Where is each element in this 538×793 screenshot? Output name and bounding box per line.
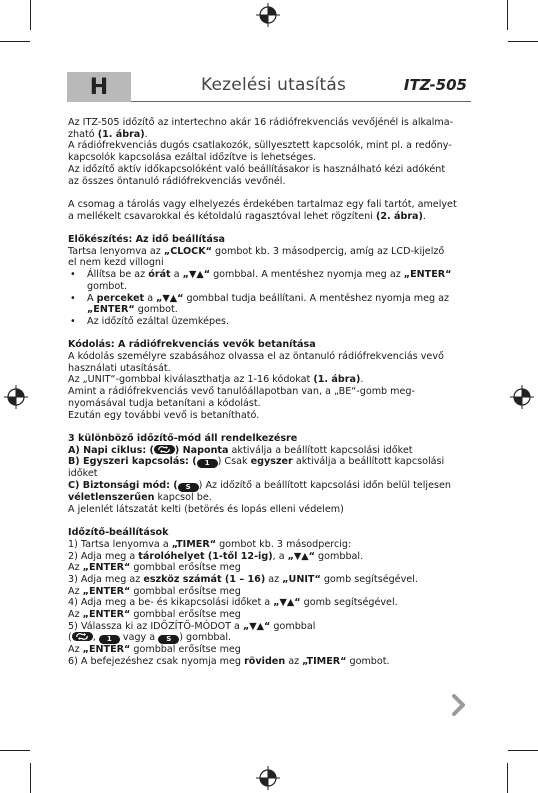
page-title: Kezelési utasítás (201, 75, 347, 95)
paragraph: a mellékelt csavarokkal és kétoldalú ragasztóval lehet rögzíteni (2. ábra). (68, 210, 426, 222)
crop-mark (508, 750, 538, 751)
paragraph: Az időzítő aktív időkapcsolóként való beállításakor is használható kézi adóként (68, 163, 446, 175)
section-heading: Előkészítés: Az idő beállítása (68, 234, 226, 245)
header-rule (131, 101, 471, 102)
security-mode-icon: S (178, 483, 199, 492)
security-mode-icon: S (158, 635, 179, 644)
crop-mark (30, 0, 31, 30)
registration-mark-icon (510, 385, 534, 409)
repeat-cycle-icon (72, 632, 93, 641)
crop-mark (507, 0, 508, 30)
paragraph: zható (1. ábra). (68, 128, 148, 140)
crop-mark (30, 763, 31, 793)
once-mode-icon: 1 (197, 459, 218, 468)
paragraph: A rádiófrekvenciás dugós csatlakozók, süllyesztett kapcsolók, mint pl. a redőny- (68, 140, 452, 152)
paragraph: kapcsolók kapcsolása ezáltal időzítve is lehetséges. (68, 152, 317, 164)
registration-mark-icon (4, 385, 28, 409)
manual-body: Az ITZ-505 időzítő az intertechno akár 16 rádiófrekvenciás vevőjénél is alkalma- zható (1. ábra). A rádiófrekvenciás dugós csatlakozók, süllyesztett kapcsolók, mint pl. a redőny- kapcsolók kapcsolása ezáltal időzítve is lehetséges. Az időzítő aktív időkapcsolóként való beállításakor is használható kézi adóként az összes öntanuló rádiófrekvenciás vevőnél. A csomag a tárolás vagy elhelyezés érdekében tartalmaz egy fali tartót, amelyet a mellékelt csavarokkal és kétoldalú ragasztóval lehet rögzíteni (2. ábra). Előkészítés: Az idő beállítása Tartsa lenyomva az „CLOCK“ gombot kb. 3 másodpercig, amíg az LCD-kijelző el nem kezd villogni • Állítsa be az órát a „▼▲“ gombbal. A mentéshez nyomja meg az „ENTER“ gombot. • A perceket a „▼▲“ gombbal tudja beállítani. A mentéshez nyomja meg az „ENTER“ gombot. • Az időzítő ezáltal üzemképes. Kódolás: A rádiófrekvenciás vevők betanítása A kódolás személyre szabásához olvassa el az öntanuló rádiófrekvenciás vevő használati utasítását. Az „UNIT“-gombbal kiválaszthatja az 1-16 kódokat (1. ábra). Amint a rádiófrekvenciás vevő tanulóállapotban van, a „BE“-gomb meg- nyomásával tudja betanítani a kódolást. Ezután egy további vevő is betanítható. 3 különböző időzítő-mód áll rendelkezésre A) Napi ciklus: ( ) Naponta aktiválja a beállított kapcsolási időket B) Egyszeri kapcsolás: ( 1 ) Csak egyszer aktiválja a beállított kapcsolási időket C) Biztonsági mód: ( S ) Az időzítő a beállított kapcsolási időn belül teljesen véletlenszerűen kapcsol be. A jelenlét látszatát kelti (betörés és lopás elleni védelem) Időzítő-beállítások 1) Tartsa lenyomva a „TIMER“ gombot kb. 3 másodpercig: 2) Adja meg a tárolóhelyet (1-től 12-ig), a „▼▲“ gombbal. Az „ENTER“ gombbal erősítse meg 3) Adja meg az eszköz számát (1 – 16) az „UNIT“ gomb segítségével. Az „ENTER“ gombbal erősítse meg 4) Adja meg a be- és kikapcsolási időket a „▼▲“ gomb segítségével. Az „ENTER“ gombbal erősítse meg 5) Válassza ki az IDŐZÍTŐ-MÓDOT a „▼▲“ gombbal ( , 1 vagy a S ) gombbal. Az „ENTER“ gombbal erősítse meg 6) A befejezéshez csak nyomja meg röviden az „TIMER“ gombot. (68, 117, 470, 668)
crop-mark (507, 763, 508, 793)
crop-mark (0, 41, 30, 42)
language-badge: H (67, 72, 131, 102)
paragraph: Az ITZ-505 időzítő az intertechno akár 16 rádiófrekvenciás vevőjénél is alkalma- (68, 117, 454, 128)
model-number: ITZ-505 (403, 76, 467, 94)
section-heading: 3 különböző időzítő-mód áll rendelkezésre (68, 432, 298, 444)
once-mode-icon: 1 (99, 635, 120, 644)
section-heading: Időzítő-beállítások (68, 527, 169, 539)
registration-mark-icon (256, 766, 280, 790)
next-page-chevron-icon (452, 694, 466, 716)
crop-mark (508, 41, 538, 42)
list-item: • Az időzítő ezáltal üzemképes. (70, 315, 230, 327)
repeat-cycle-icon (154, 445, 175, 454)
paragraph: A csomag a tárolás vagy elhelyezés érdekében tartalmaz egy fali tartót, amelyet (68, 198, 457, 210)
registration-mark-icon (256, 3, 280, 27)
page-header (67, 72, 471, 102)
paragraph: az összes öntanuló rádiófrekvenciás vevőnél. (68, 175, 286, 187)
crop-mark (0, 750, 30, 751)
section-heading: Kódolás: A rádiófrekvenciás vevők betanítása (68, 339, 316, 351)
list-item: • Állítsa be az órát a „▼▲“ gombbal. A mentéshez nyomja meg az „ENTER“ (70, 269, 452, 281)
list-item: • A perceket a „▼▲“ gombbal tudja beállítani. A mentéshez nyomja meg az (70, 292, 450, 304)
